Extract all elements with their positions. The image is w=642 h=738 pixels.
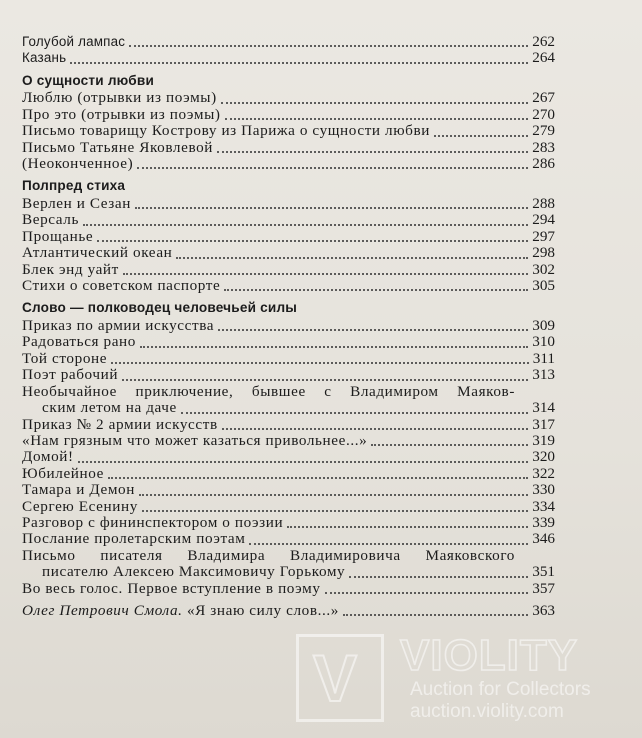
section-title: Слово — полководец человечьей силы <box>22 300 298 316</box>
page-number: 322 <box>532 464 555 482</box>
toc-entry <box>22 564 555 580</box>
dot-leader <box>135 205 528 209</box>
dot-leader <box>222 426 528 430</box>
entry-title: Прощанье <box>22 227 94 245</box>
entry-title: Верлен и Сезан <box>22 195 131 213</box>
dot-leader <box>434 133 528 137</box>
entry-title: Казань <box>22 50 67 66</box>
page-number: 330 <box>532 481 555 499</box>
page-number: 310 <box>532 333 555 351</box>
toc-entry <box>22 433 555 449</box>
toc-entry <box>22 262 555 278</box>
page-number: 339 <box>532 513 555 531</box>
toc-entry <box>22 581 555 597</box>
dot-leader <box>287 524 528 528</box>
entry-title: Радоваться рано <box>22 333 136 351</box>
page-number: 264 <box>532 49 555 67</box>
entry-title: Поэт рабочий <box>22 366 119 384</box>
toc-entry <box>22 212 555 228</box>
toc-entry <box>22 107 555 123</box>
page-number: 288 <box>532 195 555 213</box>
author-name: Олег Петрович Смола. <box>22 601 183 619</box>
dot-leader <box>78 459 529 463</box>
entry-title: Необычайное приключение, бывшее с Владимиром Маяков- <box>22 382 515 400</box>
dot-leader <box>83 222 528 226</box>
page-number: 298 <box>532 244 555 262</box>
entry-title <box>22 603 339 619</box>
page-number: 267 <box>532 89 555 107</box>
entry-title: Приказ № 2 армии искусств <box>22 415 218 433</box>
toc-entry <box>22 156 555 172</box>
dot-leader <box>249 541 528 545</box>
dot-leader <box>224 287 528 291</box>
toc-entry <box>22 196 555 212</box>
dot-leader <box>129 43 528 47</box>
watermark-logo-icon <box>296 634 384 722</box>
entry-title: Блек энд уайт <box>22 260 119 278</box>
entry-title: Тамара и Демон <box>22 481 135 499</box>
toc-entry <box>22 482 555 498</box>
dot-leader <box>218 327 528 331</box>
toc-entry <box>22 499 555 515</box>
toc-entry <box>22 334 555 350</box>
page-number: 294 <box>532 211 555 229</box>
page-number: 279 <box>532 122 555 140</box>
page-number: 297 <box>532 227 555 245</box>
watermark-url: auction.violity.com <box>410 701 564 722</box>
dot-leader <box>111 360 529 364</box>
watermark-tagline: Auction for Collectors <box>410 679 591 700</box>
toc-entry <box>22 515 555 531</box>
dot-leader <box>217 149 528 153</box>
entry-title: Про это (отрывки из поэмы) <box>22 105 221 123</box>
page-number: 319 <box>532 431 555 449</box>
entry-title: Приказ по армии искусства <box>22 317 215 335</box>
entry-title: Во весь голос. Первое вступление в поэму <box>22 579 321 597</box>
entry-title: Голубой лампас <box>22 34 126 49</box>
dot-leader <box>137 165 528 169</box>
dot-leader <box>108 475 528 479</box>
entry-title: Разговор с фининспектором о поэзии <box>22 513 284 531</box>
toc-entry <box>22 50 555 66</box>
section-title: Полпред стиха <box>22 178 126 194</box>
page-number: 346 <box>532 530 555 548</box>
entry-title: Домой! <box>22 448 74 466</box>
page-number: 305 <box>532 277 555 295</box>
toc-entry-line <box>22 548 555 564</box>
toc-entry <box>22 417 555 433</box>
table-of-contents <box>22 34 555 625</box>
page-number: 363 <box>532 601 555 619</box>
toc-entry <box>22 245 555 261</box>
entry-title-continued: писателю Алексею Максимовичу Горькому <box>42 563 346 581</box>
toc-section <box>22 603 555 619</box>
toc-entry <box>22 449 555 465</box>
toc-entry <box>22 400 555 416</box>
dot-leader <box>343 612 528 616</box>
dot-leader <box>225 116 529 120</box>
toc-section <box>22 34 555 67</box>
section-title: О сущности любви <box>22 72 155 88</box>
entry-title: Письмо Татьяне Яковлевой <box>22 138 214 156</box>
dot-leader <box>181 410 528 414</box>
entry-title: «Нам грязным что может казаться привольнее...» <box>22 431 368 449</box>
entry-title: Сергею Есенину <box>22 497 138 515</box>
watermark-logo-letter: V <box>313 641 358 715</box>
page-number: 334 <box>532 497 555 515</box>
toc-entry <box>22 603 555 619</box>
page-number: 320 <box>532 448 555 466</box>
page-number: 311 <box>532 349 555 367</box>
toc-entry <box>22 140 555 156</box>
entry-title-continued: ским летом на даче <box>42 399 177 417</box>
entry-title: Юбилейное <box>22 464 104 482</box>
toc-section <box>22 73 555 173</box>
entry-title: Письмо писателя Владимира Владимировича Маяковского <box>22 546 515 564</box>
dot-leader <box>371 442 528 446</box>
dot-leader <box>325 590 529 594</box>
toc-entry <box>22 123 555 139</box>
entry-title: Атлантический океан <box>22 244 173 262</box>
dot-leader <box>139 492 528 496</box>
dot-leader <box>70 60 528 64</box>
toc-entry <box>22 367 555 383</box>
page-number: 309 <box>532 317 555 335</box>
toc-entry-line <box>22 384 555 400</box>
dot-leader <box>122 377 528 381</box>
toc-entry <box>22 351 555 367</box>
toc-section <box>22 178 555 294</box>
essay-title: «Я знаю силу слов...» <box>182 601 339 619</box>
page-number: 317 <box>532 415 555 433</box>
dot-leader <box>176 255 528 259</box>
page-number: 313 <box>532 366 555 384</box>
toc-entry <box>22 531 555 547</box>
dot-leader <box>140 344 528 348</box>
toc-entry <box>22 466 555 482</box>
toc-entry <box>22 318 555 334</box>
page-number: 262 <box>532 33 555 50</box>
dot-leader <box>349 574 528 578</box>
dot-leader <box>97 238 528 242</box>
page-number: 351 <box>532 563 555 581</box>
dot-leader <box>221 100 528 104</box>
page-number: 270 <box>532 105 555 123</box>
entry-title: Послание пролетарским поэтам <box>22 530 246 548</box>
toc-entry <box>22 229 555 245</box>
watermark-name: VIOLITY <box>400 631 579 680</box>
dot-leader <box>142 508 528 512</box>
entry-title: (Неоконченное) <box>22 155 134 173</box>
toc-entry <box>22 90 555 106</box>
dot-leader <box>123 271 528 275</box>
entry-title: Версаль <box>22 211 79 229</box>
entry-title: Стихи о советском паспорте <box>22 277 221 295</box>
toc-entry <box>22 278 555 294</box>
toc-entry <box>22 34 555 50</box>
page-number: 286 <box>532 155 555 173</box>
page-number: 283 <box>532 138 555 156</box>
entry-title: Той стороне <box>22 349 108 367</box>
toc-section <box>22 300 555 597</box>
watermark <box>296 631 642 738</box>
page-number: 314 <box>532 399 555 417</box>
entry-title: Письмо товарищу Кострову из Парижа о сущности любви <box>22 122 431 140</box>
page-number: 302 <box>532 260 555 278</box>
entry-title: Люблю (отрывки из поэмы) <box>22 89 217 107</box>
page-number: 357 <box>532 579 555 597</box>
